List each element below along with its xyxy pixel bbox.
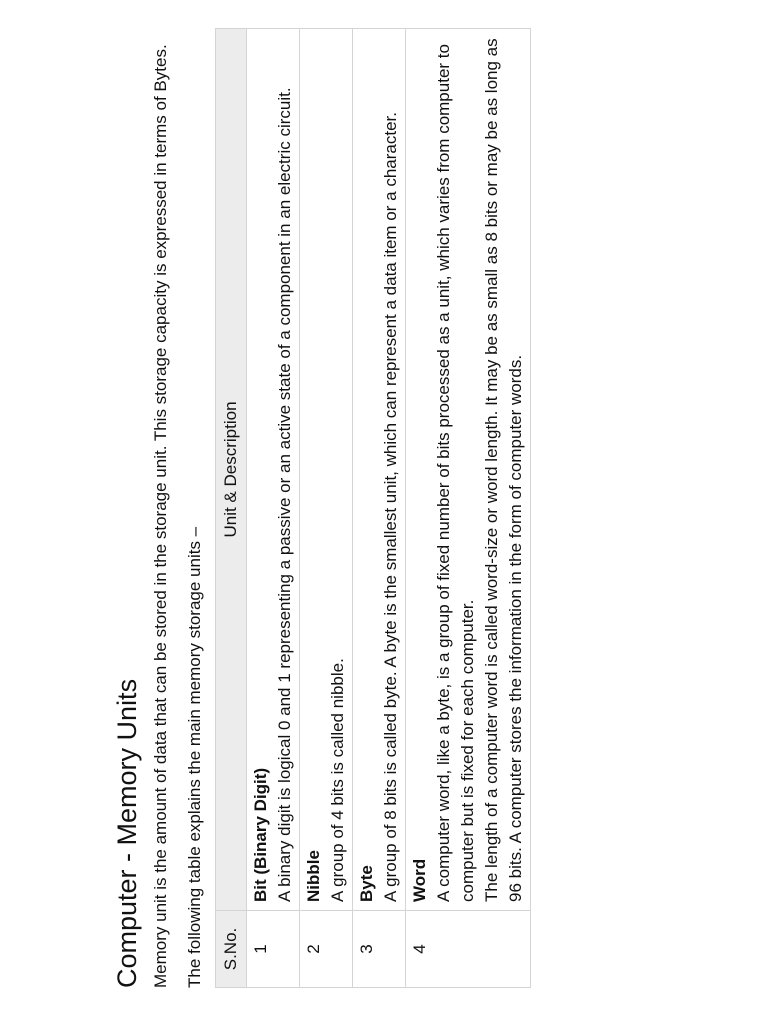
document-content [112,28,531,988]
table-row [247,29,300,988]
header-sno: S.No. [216,911,247,988]
table-row [353,29,406,988]
row-unit-description [300,29,353,911]
row-unit-description [353,29,406,911]
unit-description: A binary digit is logical 0 and 1 representing a passive or an active state of a component in an electric circuit. [275,87,295,902]
row-sno: 1 [247,911,300,988]
header-unit-description: Unit & Description [216,29,247,911]
table-row [300,29,353,988]
table-body [247,29,531,988]
row-unit-description [406,29,531,911]
unit-description: A group of 8 bits is called byte. A byte is the smallest unit, which can represent a data item or a character. [381,112,401,902]
row-sno: 4 [406,911,531,988]
table-header-row [216,29,247,988]
unit-name: Word [410,858,430,902]
row-unit-description [247,29,300,911]
unit-name: Nibble [304,850,324,902]
unit-description: A group of 4 bits is called nibble. [328,658,348,902]
memory-units-table [215,28,531,988]
intro-paragraph: Memory unit is the amount of data that can be stored in the storage unit. This storage capacity is expressed in terms of Bytes. [151,44,171,988]
table-lead-text: The following table explains the main memory storage units – [185,526,205,988]
unit-description: A computer word, like a byte, is a group of fixed number of bits processed as a unit, which varies from computer to computer but is fixed for each computer. [434,44,478,902]
row-sno: 3 [353,911,406,988]
row-sno: 2 [300,911,353,988]
unit-name: Bit (Binary Digit) [251,767,271,902]
page-title: Computer - Memory Units [112,678,142,988]
table-row [406,29,531,988]
unit-description: The length of a computer word is called word-size or word length. It may be as small as 8 bits or may be as long as 96 bits. A computer stores the information in the form of computer words. [482,38,526,902]
unit-name: Byte [357,865,377,902]
